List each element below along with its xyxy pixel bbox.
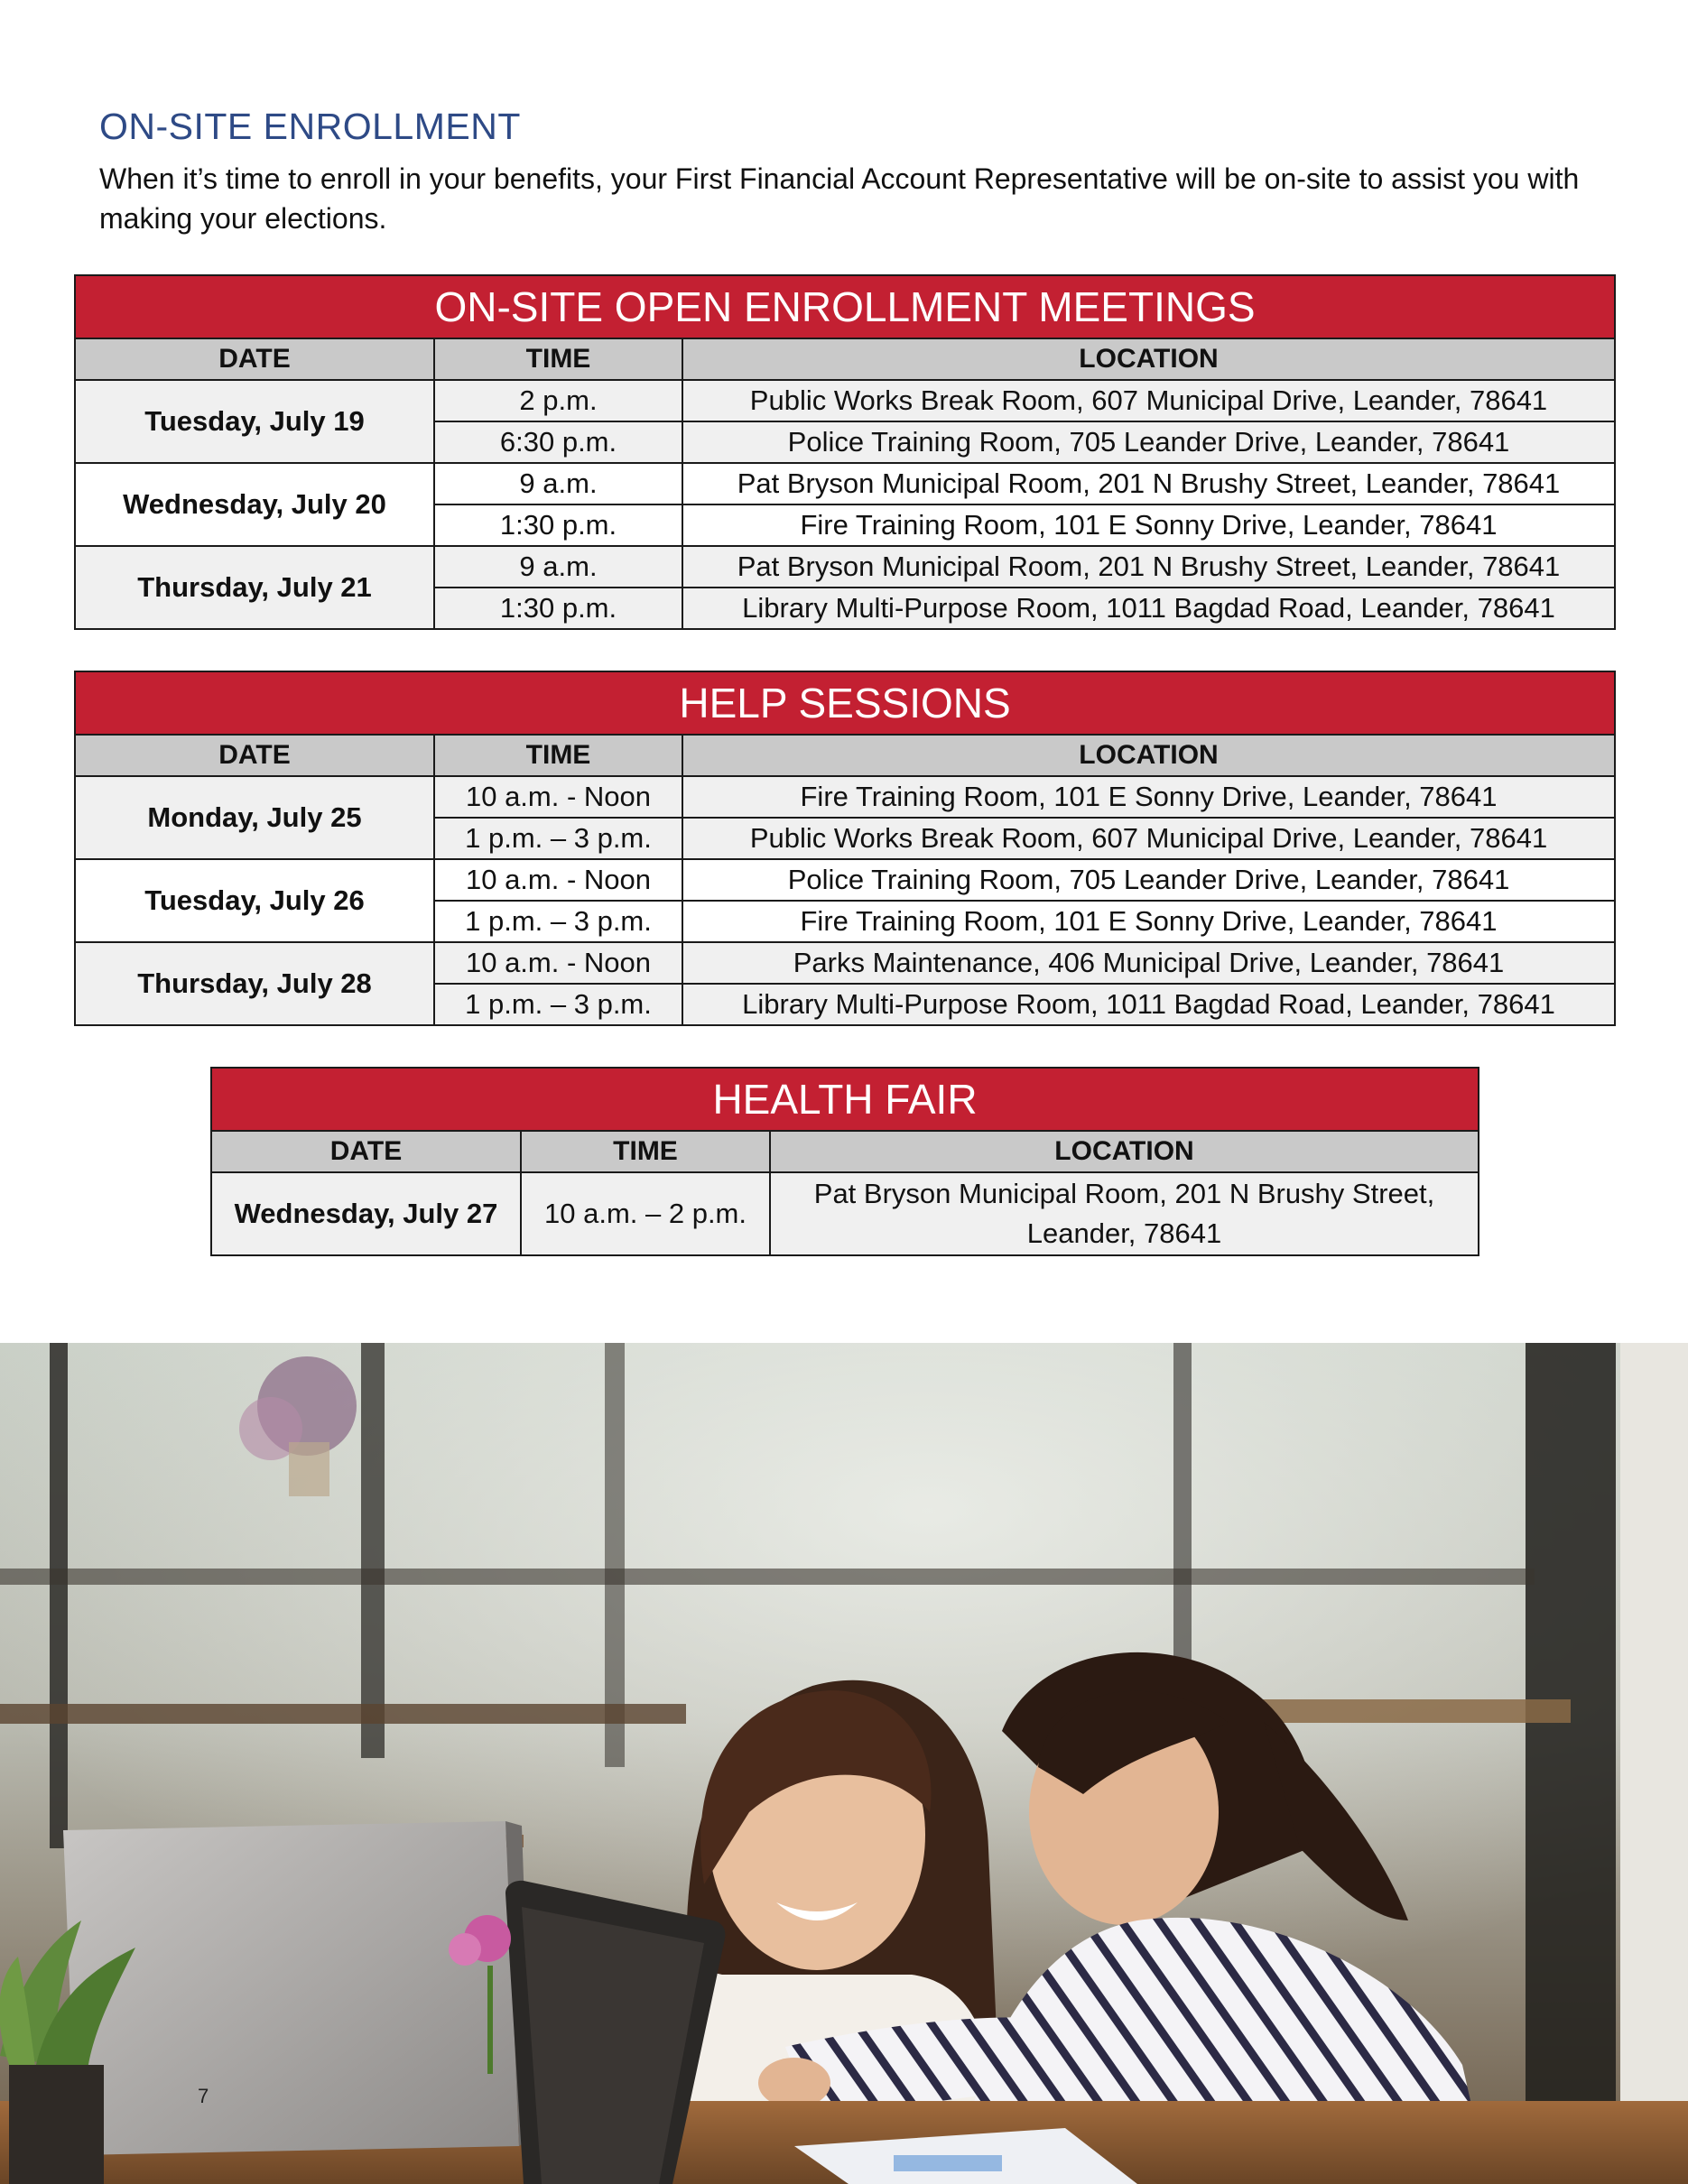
time-cell: 1 p.m. – 3 p.m.	[434, 984, 682, 1025]
location-cell: Library Multi-Purpose Room, 1011 Bagdad Road, Leander, 78641	[682, 984, 1615, 1025]
location-cell: Library Multi-Purpose Room, 1011 Bagdad Road, Leander, 78641	[682, 588, 1615, 629]
table-row	[211, 1172, 1479, 1255]
column-header-date: DATE	[211, 1131, 521, 1172]
time-cell: 10 a.m. - Noon	[434, 776, 682, 818]
column-header-location: LOCATION	[682, 735, 1615, 776]
table-title: HELP SESSIONS	[75, 671, 1615, 735]
location-cell: Public Works Break Room, 607 Municipal Drive, Leander, 78641	[682, 380, 1615, 421]
time-cell: 1:30 p.m.	[434, 588, 682, 629]
enrollment-meetings-table	[74, 274, 1616, 630]
section-heading: ON-SITE ENROLLMENT	[99, 106, 521, 147]
location-cell: Police Training Room, 705 Leander Drive, Leander, 78641	[682, 421, 1615, 463]
time-cell: 10 a.m. - Noon	[434, 942, 682, 984]
date-cell: Monday, July 25	[75, 776, 434, 859]
column-header-time: TIME	[434, 338, 682, 380]
table-row	[75, 859, 1615, 901]
column-header-time: TIME	[521, 1131, 770, 1172]
location-cell: Pat Bryson Municipal Room, 201 N Brushy Street, Leander, 78641	[682, 546, 1615, 588]
page-number: 7	[198, 2085, 209, 2107]
location-cell: Fire Training Room, 101 E Sonny Drive, Leander, 78641	[682, 504, 1615, 546]
location-cell: Police Training Room, 705 Leander Drive, Leander, 78641	[682, 859, 1615, 901]
time-cell: 2 p.m.	[434, 380, 682, 421]
location-cell: Fire Training Room, 101 E Sonny Drive, Leander, 78641	[682, 776, 1615, 818]
date-cell: Thursday, July 28	[75, 942, 434, 1025]
intro-section	[99, 99, 1616, 238]
table-row	[75, 942, 1615, 984]
location-cell: Fire Training Room, 101 E Sonny Drive, Leander, 78641	[682, 901, 1615, 942]
intro-paragraph: When it’s time to enroll in your benefits, your First Financial Account Representative will be on-site to assist you with making your elections.	[99, 162, 1580, 235]
health-fair-table	[210, 1067, 1479, 1256]
time-cell: 1 p.m. – 3 p.m.	[434, 901, 682, 942]
time-cell: 9 a.m.	[434, 546, 682, 588]
date-cell: Tuesday, July 26	[75, 859, 434, 942]
location-line: Pat Bryson Municipal Room, 201 N Brushy Street,	[813, 1178, 1435, 1209]
time-cell: 1 p.m. – 3 p.m.	[434, 818, 682, 859]
table-row	[75, 463, 1615, 504]
location-cell	[770, 1172, 1479, 1255]
time-cell: 1:30 p.m.	[434, 504, 682, 546]
time-cell: 10 a.m. - Noon	[434, 859, 682, 901]
column-header-time: TIME	[434, 735, 682, 776]
date-cell: Thursday, July 21	[75, 546, 434, 629]
column-header-location: LOCATION	[770, 1131, 1479, 1172]
time-cell: 6:30 p.m.	[434, 421, 682, 463]
date-cell: Wednesday, July 20	[75, 463, 434, 546]
column-header-date: DATE	[75, 735, 434, 776]
date-cell: Wednesday, July 27	[211, 1172, 521, 1255]
time-cell: 10 a.m. – 2 p.m.	[521, 1172, 770, 1255]
time-cell: 9 a.m.	[434, 463, 682, 504]
location-cell: Public Works Break Room, 607 Municipal Drive, Leander, 78641	[682, 818, 1615, 859]
table-title: ON-SITE OPEN ENROLLMENT MEETINGS	[75, 275, 1615, 338]
column-header-location: LOCATION	[682, 338, 1615, 380]
table-row	[75, 776, 1615, 818]
location-cell: Parks Maintenance, 406 Municipal Drive, Leander, 78641	[682, 942, 1615, 984]
table-row	[75, 380, 1615, 421]
date-cell: Tuesday, July 19	[75, 380, 434, 463]
table-title: HEALTH FAIR	[211, 1068, 1479, 1131]
photo-coworkers-laptop	[0, 1343, 1688, 2184]
help-sessions-table	[74, 671, 1616, 1026]
table-row	[75, 546, 1615, 588]
location-cell: Pat Bryson Municipal Room, 201 N Brushy Street, Leander, 78641	[682, 463, 1615, 504]
location-line: Leander, 78641	[1026, 1217, 1222, 1249]
column-header-date: DATE	[75, 338, 434, 380]
